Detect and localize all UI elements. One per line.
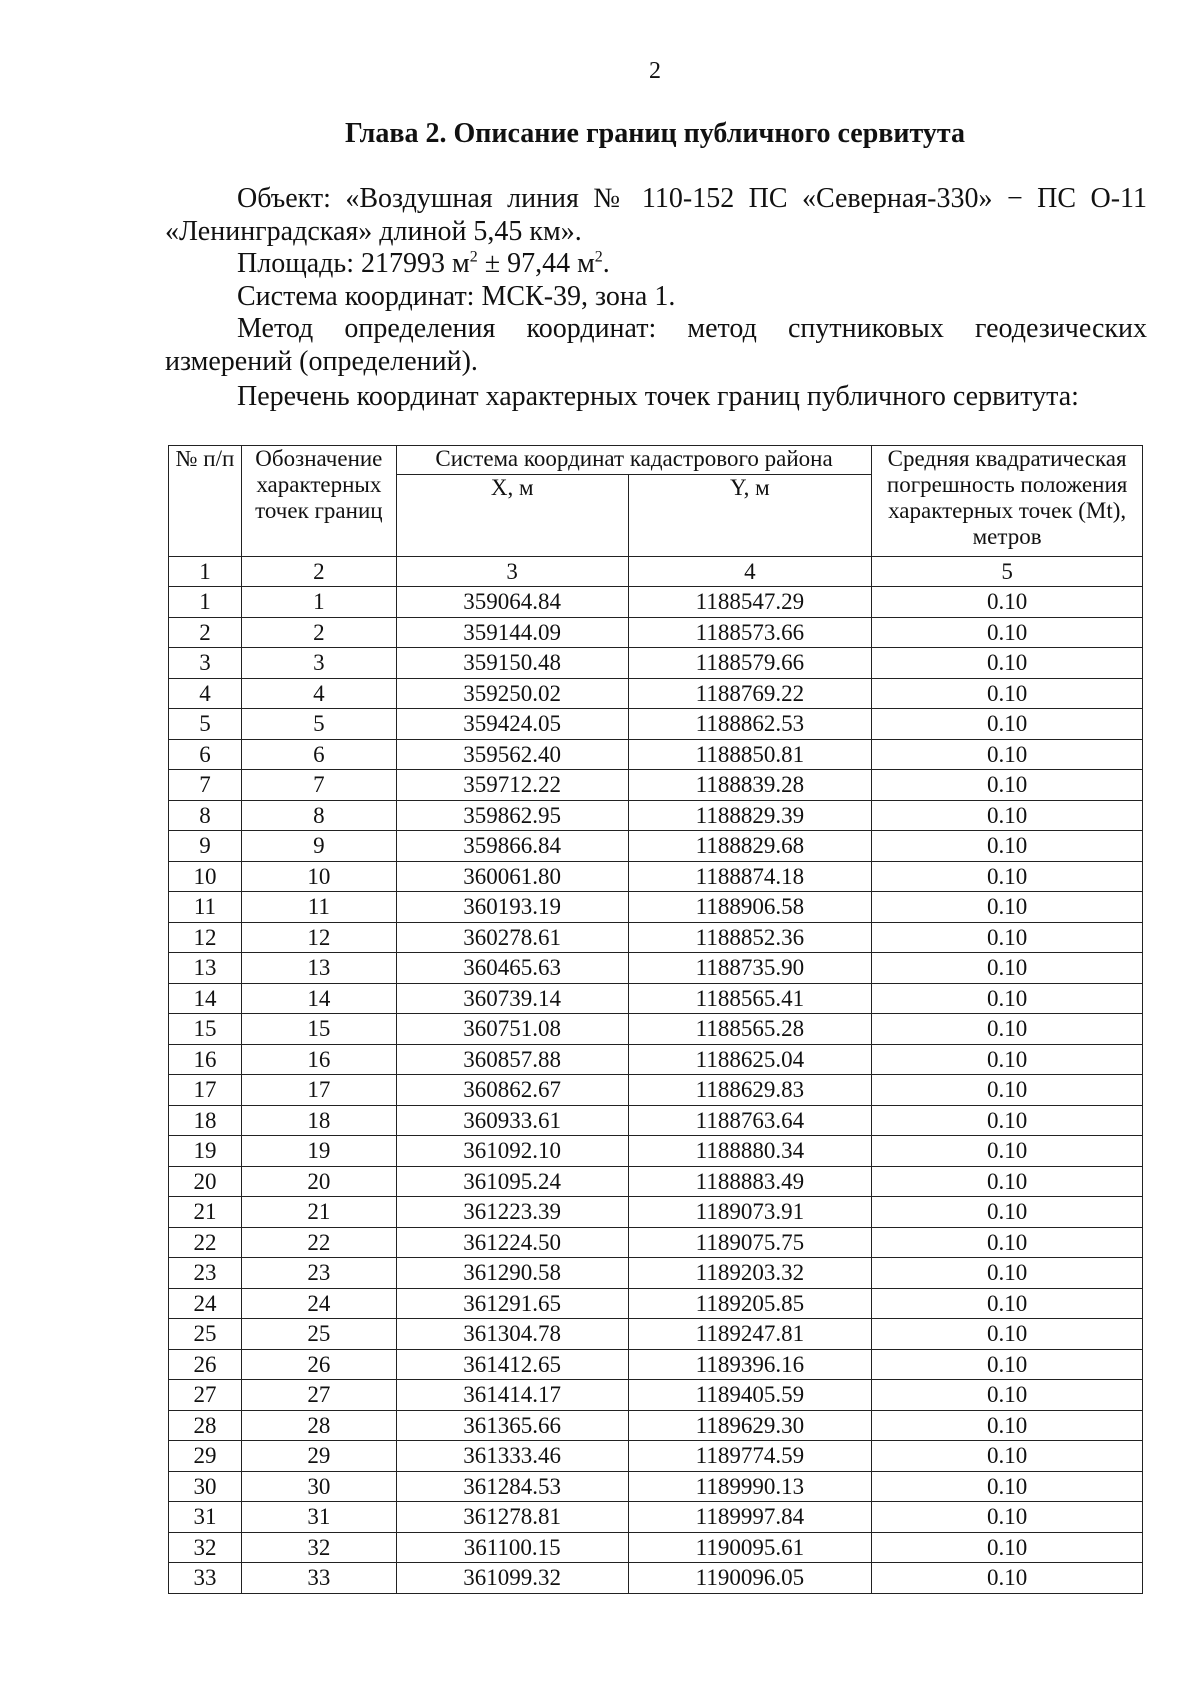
coord-system-line: Система координат: МСК-39, зона 1. <box>237 280 676 312</box>
point-designation-cell: 28 <box>241 1410 396 1441</box>
error-cell: 0.10 <box>872 1075 1143 1106</box>
table-row <box>169 1319 1143 1350</box>
table-row <box>169 617 1143 648</box>
table-row <box>169 1258 1143 1289</box>
error-cell: 0.10 <box>872 1471 1143 1502</box>
point-designation-cell: 1 <box>241 587 396 618</box>
y-coordinate-cell: 1188883.49 <box>628 1166 872 1197</box>
y-coordinate-cell: 1188579.66 <box>628 648 872 679</box>
row-number-cell: 30 <box>169 1471 242 1502</box>
error-cell: 0.10 <box>872 953 1143 984</box>
table-row <box>169 739 1143 770</box>
x-coordinate-cell: 360933.61 <box>396 1105 628 1136</box>
y-coordinate-cell: 1188906.58 <box>628 892 872 923</box>
row-number-cell: 7 <box>169 770 242 801</box>
y-coordinate-cell: 1189629.30 <box>628 1410 872 1441</box>
y-coordinate-cell: 1189073.91 <box>628 1197 872 1228</box>
row-number-cell: 9 <box>169 831 242 862</box>
table-row <box>169 892 1143 923</box>
y-coordinate-cell: 1189396.16 <box>628 1349 872 1380</box>
error-cell: 0.10 <box>872 922 1143 953</box>
x-coordinate-cell: 361291.65 <box>396 1288 628 1319</box>
x-coordinate-cell: 360751.08 <box>396 1014 628 1045</box>
point-designation-cell: 3 <box>241 648 396 679</box>
point-designation-cell: 13 <box>241 953 396 984</box>
x-coordinate-cell: 360862.67 <box>396 1075 628 1106</box>
x-coordinate-cell: 359562.40 <box>396 739 628 770</box>
error-cell: 0.10 <box>872 892 1143 923</box>
x-coordinate-cell: 361223.39 <box>396 1197 628 1228</box>
point-designation-cell: 8 <box>241 800 396 831</box>
point-designation-cell: 32 <box>241 1532 396 1563</box>
y-coordinate-cell: 1189075.75 <box>628 1227 872 1258</box>
row-number-cell: 21 <box>169 1197 242 1228</box>
row-number-cell: 29 <box>169 1441 242 1472</box>
x-coordinate-cell: 359250.02 <box>396 678 628 709</box>
error-cell: 0.10 <box>872 617 1143 648</box>
point-designation-cell: 20 <box>241 1166 396 1197</box>
error-cell: 0.10 <box>872 648 1143 679</box>
area-line <box>165 248 1147 281</box>
x-coordinate-cell: 360857.88 <box>396 1044 628 1075</box>
row-number-cell: 13 <box>169 953 242 984</box>
y-coordinate-cell: 1190095.61 <box>628 1532 872 1563</box>
table-row <box>169 831 1143 862</box>
header-coord-system: Система координат кадастрового района <box>396 446 871 475</box>
error-cell: 0.10 <box>872 983 1143 1014</box>
x-coordinate-cell: 359862.95 <box>396 800 628 831</box>
y-coordinate-cell: 1188625.04 <box>628 1044 872 1075</box>
table-row <box>169 1471 1143 1502</box>
y-coordinate-cell: 1188547.29 <box>628 587 872 618</box>
point-designation-cell: 11 <box>241 892 396 923</box>
point-designation-cell: 10 <box>241 861 396 892</box>
area-tolerance: ± 97,44 м <box>477 248 595 279</box>
error-cell: 0.10 <box>872 1380 1143 1411</box>
row-number-cell: 17 <box>169 1075 242 1106</box>
row-number-cell: 14 <box>169 983 242 1014</box>
y-coordinate-cell: 1188852.36 <box>628 922 872 953</box>
y-coordinate-cell: 1189205.85 <box>628 1288 872 1319</box>
row-number-cell: 28 <box>169 1410 242 1441</box>
table-row <box>169 800 1143 831</box>
error-cell: 0.10 <box>872 1563 1143 1594</box>
point-designation-cell: 30 <box>241 1471 396 1502</box>
y-coordinate-cell: 1189405.59 <box>628 1380 872 1411</box>
point-designation-cell: 14 <box>241 983 396 1014</box>
point-designation-cell: 5 <box>241 709 396 740</box>
error-cell: 0.10 <box>872 861 1143 892</box>
y-coordinate-cell: 1188829.68 <box>628 831 872 862</box>
table-row <box>169 983 1143 1014</box>
error-cell: 0.10 <box>872 1410 1143 1441</box>
column-number-cell: 5 <box>872 557 1143 587</box>
point-designation-cell: 6 <box>241 739 396 770</box>
row-number-cell: 6 <box>169 739 242 770</box>
area-label: Площадь: 217993 м <box>237 248 470 279</box>
header-x: X, м <box>396 475 628 557</box>
error-cell: 0.10 <box>872 800 1143 831</box>
x-coordinate-cell: 359150.48 <box>396 648 628 679</box>
table-row <box>169 1105 1143 1136</box>
row-number-cell: 16 <box>169 1044 242 1075</box>
row-number-cell: 3 <box>169 648 242 679</box>
point-designation-cell: 7 <box>241 770 396 801</box>
table-row <box>169 1349 1143 1380</box>
point-designation-cell: 25 <box>241 1319 396 1350</box>
y-coordinate-cell: 1188862.53 <box>628 709 872 740</box>
row-number-cell: 33 <box>169 1563 242 1594</box>
x-coordinate-cell: 361095.24 <box>396 1166 628 1197</box>
table-row <box>169 648 1143 679</box>
object-description: Объект: «Воздушная линия № 110-152 ПС «Северная-330» − ПС О-11 «Ленинградская» длиной 5,45 км». <box>165 183 1147 247</box>
error-cell: 0.10 <box>872 678 1143 709</box>
table-row <box>169 1288 1143 1319</box>
row-number-cell: 15 <box>169 1014 242 1045</box>
error-cell: 0.10 <box>872 1136 1143 1167</box>
point-designation-cell: 23 <box>241 1258 396 1289</box>
row-number-cell: 22 <box>169 1227 242 1258</box>
y-coordinate-cell: 1189774.59 <box>628 1441 872 1472</box>
error-cell: 0.10 <box>872 1258 1143 1289</box>
table-row <box>169 1563 1143 1594</box>
column-number-cell: 3 <box>396 557 628 587</box>
table-row <box>169 1441 1143 1472</box>
point-designation-cell: 17 <box>241 1075 396 1106</box>
row-number-cell: 23 <box>169 1258 242 1289</box>
y-coordinate-cell: 1188769.22 <box>628 678 872 709</box>
x-coordinate-cell: 361333.46 <box>396 1441 628 1472</box>
table-row <box>169 1380 1143 1411</box>
header-error: Средняя квадратическая погрешность положения характерных точек (Mt), метров <box>872 446 1143 557</box>
column-number-cell: 4 <box>628 557 872 587</box>
table-row <box>169 1166 1143 1197</box>
point-designation-cell: 31 <box>241 1502 396 1533</box>
x-coordinate-cell: 360465.63 <box>396 953 628 984</box>
x-coordinate-cell: 359866.84 <box>396 831 628 862</box>
x-coordinate-cell: 361290.58 <box>396 1258 628 1289</box>
table-row <box>169 1014 1143 1045</box>
row-number-cell: 12 <box>169 922 242 953</box>
x-coordinate-cell: 361099.32 <box>396 1563 628 1594</box>
error-cell: 0.10 <box>872 1349 1143 1380</box>
y-coordinate-cell: 1189990.13 <box>628 1471 872 1502</box>
point-designation-cell: 26 <box>241 1349 396 1380</box>
table-row <box>169 1136 1143 1167</box>
error-cell: 0.10 <box>872 1227 1143 1258</box>
point-designation-cell: 15 <box>241 1014 396 1045</box>
row-number-cell: 11 <box>169 892 242 923</box>
error-cell: 0.10 <box>872 1166 1143 1197</box>
x-coordinate-cell: 361284.53 <box>396 1471 628 1502</box>
table-body <box>169 557 1143 1594</box>
y-coordinate-cell: 1189247.81 <box>628 1319 872 1350</box>
table-row <box>169 1227 1143 1258</box>
chapter-title: Глава 2. Описание границ публичного сервитута <box>344 118 966 149</box>
area-unit-sup: 2 <box>469 248 478 266</box>
list-caption: Перечень координат характерных точек границ публичного сервитута: <box>237 381 1079 412</box>
column-number-row <box>169 557 1143 587</box>
y-coordinate-cell: 1188850.81 <box>628 739 872 770</box>
row-number-cell: 19 <box>169 1136 242 1167</box>
y-coordinate-cell: 1189997.84 <box>628 1502 872 1533</box>
y-coordinate-cell: 1188829.39 <box>628 800 872 831</box>
row-number-cell: 25 <box>169 1319 242 1350</box>
error-cell: 0.10 <box>872 1197 1143 1228</box>
y-coordinate-cell: 1188735.90 <box>628 953 872 984</box>
x-coordinate-cell: 360739.14 <box>396 983 628 1014</box>
table-row <box>169 1197 1143 1228</box>
y-coordinate-cell: 1190096.05 <box>628 1563 872 1594</box>
y-coordinate-cell: 1188874.18 <box>628 861 872 892</box>
y-coordinate-cell: 1188763.64 <box>628 1105 872 1136</box>
point-designation-cell: 27 <box>241 1380 396 1411</box>
row-number-cell: 5 <box>169 709 242 740</box>
x-coordinate-cell: 360278.61 <box>396 922 628 953</box>
table-row <box>169 1532 1143 1563</box>
column-number-cell: 2 <box>241 557 396 587</box>
point-designation-cell: 18 <box>241 1105 396 1136</box>
error-cell: 0.10 <box>872 1502 1143 1533</box>
area-tolerance-sup: 2 <box>594 248 603 266</box>
row-number-cell: 26 <box>169 1349 242 1380</box>
table-row <box>169 1502 1143 1533</box>
error-cell: 0.10 <box>872 831 1143 862</box>
error-cell: 0.10 <box>872 709 1143 740</box>
point-designation-cell: 2 <box>241 617 396 648</box>
table-row <box>169 861 1143 892</box>
x-coordinate-cell: 361414.17 <box>396 1380 628 1411</box>
y-coordinate-cell: 1189203.32 <box>628 1258 872 1289</box>
x-coordinate-cell: 361365.66 <box>396 1410 628 1441</box>
header-y: Y, м <box>628 475 872 557</box>
point-designation-cell: 29 <box>241 1441 396 1472</box>
x-coordinate-cell: 361100.15 <box>396 1532 628 1563</box>
x-coordinate-cell: 361412.65 <box>396 1349 628 1380</box>
y-coordinate-cell: 1188565.28 <box>628 1014 872 1045</box>
area-end: . <box>602 248 610 279</box>
row-number-cell: 32 <box>169 1532 242 1563</box>
x-coordinate-cell: 360061.80 <box>396 861 628 892</box>
y-coordinate-cell: 1188839.28 <box>628 770 872 801</box>
document-body <box>165 183 1147 414</box>
point-designation-cell: 9 <box>241 831 396 862</box>
y-coordinate-cell: 1188880.34 <box>628 1136 872 1167</box>
column-number-cell: 1 <box>169 557 242 587</box>
x-coordinate-cell: 361092.10 <box>396 1136 628 1167</box>
y-coordinate-cell: 1188573.66 <box>628 617 872 648</box>
error-cell: 0.10 <box>872 1044 1143 1075</box>
y-coordinate-cell: 1188565.41 <box>628 983 872 1014</box>
error-cell: 0.10 <box>872 739 1143 770</box>
table-row <box>169 922 1143 953</box>
table-row <box>169 709 1143 740</box>
row-number-cell: 31 <box>169 1502 242 1533</box>
row-number-cell: 10 <box>169 861 242 892</box>
table-row <box>169 1410 1143 1441</box>
error-cell: 0.10 <box>872 587 1143 618</box>
y-coordinate-cell: 1188629.83 <box>628 1075 872 1106</box>
row-number-cell: 20 <box>169 1166 242 1197</box>
table-row <box>169 770 1143 801</box>
error-cell: 0.10 <box>872 1288 1143 1319</box>
page-number: 2 <box>649 58 661 84</box>
table-row <box>169 1044 1143 1075</box>
coordinates-table <box>168 445 1143 1594</box>
x-coordinate-cell: 361278.81 <box>396 1502 628 1533</box>
row-number-cell: 1 <box>169 587 242 618</box>
x-coordinate-cell: 361224.50 <box>396 1227 628 1258</box>
point-designation-cell: 22 <box>241 1227 396 1258</box>
point-designation-cell: 33 <box>241 1563 396 1594</box>
x-coordinate-cell: 359712.22 <box>396 770 628 801</box>
x-coordinate-cell: 361304.78 <box>396 1319 628 1350</box>
point-designation-cell: 21 <box>241 1197 396 1228</box>
error-cell: 0.10 <box>872 1105 1143 1136</box>
point-designation-cell: 12 <box>241 922 396 953</box>
row-number-cell: 8 <box>169 800 242 831</box>
error-cell: 0.10 <box>872 1532 1143 1563</box>
row-number-cell: 4 <box>169 678 242 709</box>
row-number-cell: 2 <box>169 617 242 648</box>
x-coordinate-cell: 359064.84 <box>396 587 628 618</box>
x-coordinate-cell: 359144.09 <box>396 617 628 648</box>
method-line: Метод определения координат: метод спутниковых геодезических измерений (определений). <box>165 313 1147 377</box>
error-cell: 0.10 <box>872 1319 1143 1350</box>
header-designation: Обозначение характерных точек границ <box>241 446 396 557</box>
table-row <box>169 587 1143 618</box>
x-coordinate-cell: 360193.19 <box>396 892 628 923</box>
table-row <box>169 1075 1143 1106</box>
row-number-cell: 24 <box>169 1288 242 1319</box>
point-designation-cell: 4 <box>241 678 396 709</box>
error-cell: 0.10 <box>872 1441 1143 1472</box>
point-designation-cell: 16 <box>241 1044 396 1075</box>
point-designation-cell: 24 <box>241 1288 396 1319</box>
x-coordinate-cell: 359424.05 <box>396 709 628 740</box>
row-number-cell: 27 <box>169 1380 242 1411</box>
table-row <box>169 953 1143 984</box>
header-num: № п/п <box>169 446 242 557</box>
error-cell: 0.10 <box>872 770 1143 801</box>
row-number-cell: 18 <box>169 1105 242 1136</box>
error-cell: 0.10 <box>872 1014 1143 1045</box>
table-row <box>169 678 1143 709</box>
point-designation-cell: 19 <box>241 1136 396 1167</box>
